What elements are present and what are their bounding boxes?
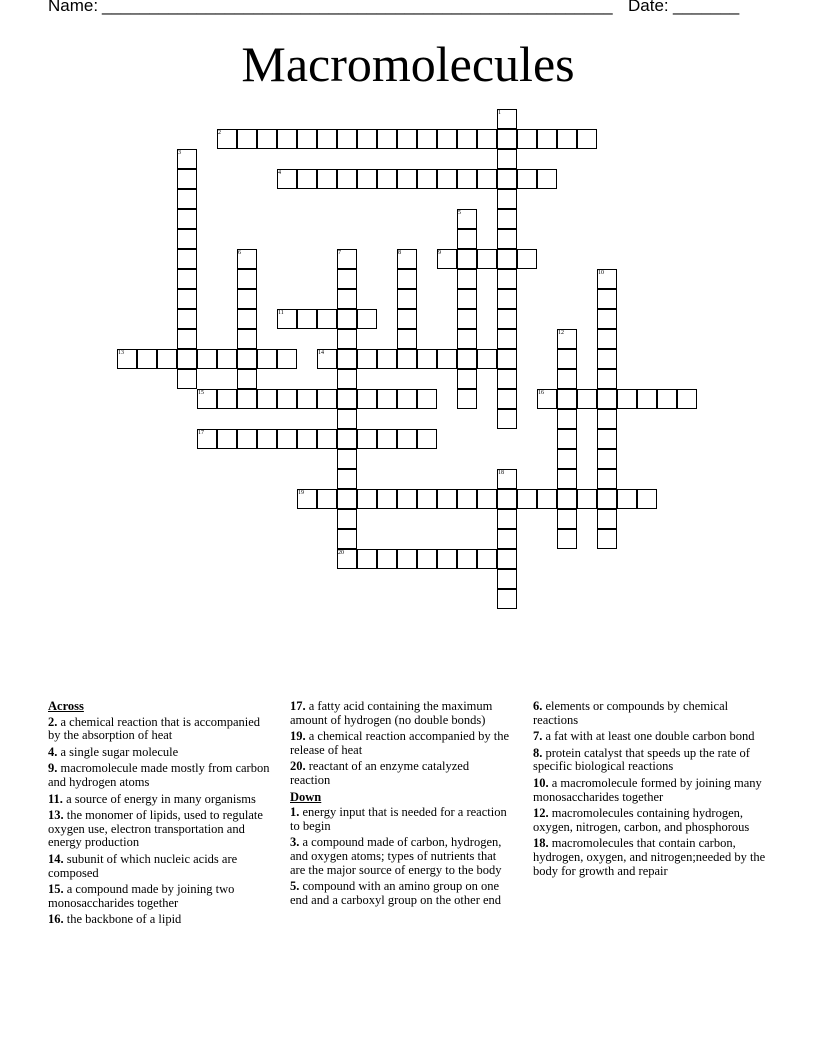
clue-number-label: 17. [290, 699, 306, 713]
crossword-cell[interactable] [277, 129, 297, 149]
crossword-cell[interactable] [217, 129, 237, 149]
crossword-cell[interactable] [337, 449, 357, 469]
date-field[interactable]: _______ [673, 0, 740, 15]
crossword-cell[interactable] [317, 349, 337, 369]
crossword-cell[interactable] [217, 429, 237, 449]
crossword-cell[interactable] [457, 249, 477, 269]
crossword-cell[interactable] [277, 389, 297, 409]
crossword-cell[interactable] [457, 549, 477, 569]
crossword-cell[interactable] [317, 309, 337, 329]
crossword-cell[interactable] [497, 289, 517, 309]
crossword-cell[interactable] [517, 249, 537, 269]
crossword-cell[interactable] [357, 349, 377, 369]
crossword-cell[interactable] [237, 289, 257, 309]
crossword-cell[interactable] [457, 209, 477, 229]
clue-text: macromolecules that contain carbon, hydrogen, oxygen, and nitrogen;needed by the body for growth and repair [533, 836, 766, 878]
clue-text: energy input that is needed for a reaction to begin [290, 805, 507, 833]
clue-column-1 [48, 700, 272, 930]
crossword-cell[interactable] [417, 429, 437, 449]
crossword-cell[interactable] [457, 269, 477, 289]
crossword-cell[interactable] [597, 289, 617, 309]
down-clue [290, 806, 512, 833]
crossword-cell[interactable] [337, 529, 357, 549]
clue-text: a source of energy in many organisms [62, 791, 256, 806]
crossword-cell[interactable] [597, 429, 617, 449]
across-clue [48, 883, 272, 910]
crossword-cell[interactable] [457, 309, 477, 329]
crossword-cell[interactable] [277, 309, 297, 329]
crossword-cell[interactable] [397, 269, 417, 289]
crossword-cell[interactable] [337, 249, 357, 269]
clue-number: 17 [198, 430, 204, 436]
crossword-cell[interactable] [577, 389, 597, 409]
crossword-cell[interactable] [357, 429, 377, 449]
date-label: Date: [628, 0, 669, 15]
crossword-cell[interactable] [437, 169, 457, 189]
clue-number-label: 3. [290, 835, 300, 850]
crossword-cell[interactable] [337, 129, 357, 149]
crossword-cell[interactable] [297, 129, 317, 149]
crossword-cell[interactable] [177, 189, 197, 209]
crossword-cell[interactable] [177, 309, 197, 329]
crossword-cell[interactable] [337, 489, 357, 509]
clue-number-label: 8. [533, 745, 543, 760]
crossword-cell[interactable] [457, 369, 477, 389]
crossword-cell[interactable] [277, 349, 297, 369]
down-clue [533, 807, 767, 834]
crossword-cell[interactable] [597, 409, 617, 429]
crossword-cell[interactable] [497, 229, 517, 249]
crossword-cell[interactable] [377, 129, 397, 149]
crossword-cell[interactable] [237, 429, 257, 449]
crossword-cell[interactable] [217, 389, 237, 409]
crossword-cell[interactable] [417, 549, 437, 569]
clue-text: a macromolecule formed by joining many monosaccharides together [533, 775, 762, 804]
crossword-cell[interactable] [457, 229, 477, 249]
crossword-cell[interactable] [557, 369, 577, 389]
down-clue [533, 700, 767, 727]
clue-number-label: 9. [48, 761, 58, 776]
down-clue [533, 747, 767, 774]
crossword-cell[interactable] [497, 529, 517, 549]
crossword-cell[interactable] [497, 509, 517, 529]
across-clue [48, 762, 272, 789]
crossword-cell[interactable] [597, 349, 617, 369]
crossword-cell[interactable] [577, 129, 597, 149]
crossword-cell[interactable] [597, 269, 617, 289]
clue-number: 11 [278, 310, 284, 316]
crossword-cell[interactable] [197, 429, 217, 449]
crossword-cell[interactable] [237, 389, 257, 409]
clue-number-label: 20. [290, 759, 306, 774]
crossword-cell[interactable] [377, 169, 397, 189]
clue-number: 9 [438, 250, 441, 256]
across-heading: Across [48, 699, 84, 713]
crossword-cell[interactable] [157, 349, 177, 369]
name-label: Name: [48, 0, 99, 15]
clue-number: 19 [298, 490, 304, 496]
crossword-cell[interactable] [397, 249, 417, 269]
crossword-cell[interactable] [617, 389, 637, 409]
crossword-cell[interactable] [437, 249, 457, 269]
down-clue [533, 837, 767, 878]
crossword-cell[interactable] [417, 489, 437, 509]
crossword-cell[interactable] [357, 309, 377, 329]
crossword-cell[interactable] [557, 509, 577, 529]
clue-text: a compound made of carbon, hydrogen, and oxygen atoms; types of nutrients that are the major source of energy to the body [290, 835, 502, 877]
down-clue [533, 777, 767, 804]
crossword-cell[interactable] [557, 529, 577, 549]
crossword-cell[interactable] [457, 489, 477, 509]
crossword-cell[interactable] [297, 389, 317, 409]
crossword-cell[interactable] [237, 369, 257, 389]
crossword-cell[interactable] [337, 309, 357, 329]
crossword-cell[interactable] [497, 349, 517, 369]
crossword-cell[interactable] [337, 329, 357, 349]
crossword-cell[interactable] [497, 489, 517, 509]
crossword-cell[interactable] [497, 149, 517, 169]
crossword-cell[interactable] [237, 329, 257, 349]
clue-number: 2 [218, 130, 221, 136]
crossword-cell[interactable] [617, 489, 637, 509]
crossword-cell[interactable] [417, 349, 437, 369]
crossword-cell[interactable] [217, 349, 237, 369]
crossword-cell[interactable] [497, 189, 517, 209]
clue-number: 15 [198, 390, 204, 396]
crossword-cell[interactable] [497, 249, 517, 269]
crossword-cell[interactable] [397, 429, 417, 449]
crossword-cell[interactable] [497, 389, 517, 409]
crossword-cell[interactable] [177, 329, 197, 349]
crossword-cell[interactable] [477, 349, 497, 369]
clue-number-label: 4. [48, 744, 58, 759]
crossword-cell[interactable] [657, 389, 677, 409]
clue-text: reactant of an enzyme catalyzed reaction [290, 759, 470, 787]
crossword-cell[interactable] [377, 389, 397, 409]
crossword-cell[interactable] [477, 489, 497, 509]
crossword-cell[interactable] [437, 349, 457, 369]
clue-text: subunit of which nucleic acids are composed [48, 851, 238, 880]
crossword-cell[interactable] [557, 329, 577, 349]
crossword-cell[interactable] [397, 329, 417, 349]
clue-text: protein catalyst that speeds up the rate of specific biological reactions [533, 745, 750, 774]
clue-number: 4 [278, 170, 281, 176]
crossword-cell[interactable] [337, 409, 357, 429]
crossword-cell[interactable] [537, 489, 557, 509]
crossword-cell[interactable] [177, 149, 197, 169]
clue-number: 16 [538, 390, 544, 396]
crossword-cell[interactable] [177, 269, 197, 289]
clue-number: 1 [498, 110, 501, 116]
crossword-cell[interactable] [277, 169, 297, 189]
crossword-cell[interactable] [117, 349, 137, 369]
clue-number: 13 [118, 350, 124, 356]
crossword-cell[interactable] [557, 349, 577, 369]
across-clue [48, 793, 272, 807]
crossword-cell[interactable] [517, 169, 537, 189]
crossword-cell[interactable] [317, 429, 337, 449]
clue-number: 18 [498, 470, 504, 476]
crossword-cell[interactable] [317, 489, 337, 509]
clue-column-2 [290, 700, 512, 910]
crossword-cell[interactable] [257, 389, 277, 409]
across-clue [290, 760, 512, 787]
crossword-cell[interactable] [197, 389, 217, 409]
crossword-cell[interactable] [417, 129, 437, 149]
clue-number: 7 [338, 250, 341, 256]
crossword-cell[interactable] [497, 109, 517, 129]
crossword-cell[interactable] [177, 289, 197, 309]
crossword-cell[interactable] [557, 389, 577, 409]
clue-number-label: 18. [533, 836, 549, 851]
crossword-cell[interactable] [357, 389, 377, 409]
crossword-cell[interactable] [337, 169, 357, 189]
crossword-cell[interactable] [397, 389, 417, 409]
clue-number: 20 [338, 550, 344, 556]
clue-number: 10 [598, 270, 604, 276]
crossword-cell[interactable] [597, 329, 617, 349]
crossword-cell[interactable] [237, 309, 257, 329]
crossword-cell[interactable] [497, 409, 517, 429]
crossword-cell[interactable] [397, 349, 417, 369]
clue-number: 12 [558, 330, 564, 336]
down-clue [290, 836, 512, 877]
crossword-cell[interactable] [637, 489, 657, 509]
clue-number-label: 16. [48, 912, 64, 927]
clue-number-label: 13. [48, 808, 64, 823]
crossword-cell[interactable] [497, 169, 517, 189]
crossword-cell[interactable] [337, 509, 357, 529]
clue-number-label: 15. [48, 882, 64, 897]
crossword-cell[interactable] [497, 369, 517, 389]
crossword-cell[interactable] [297, 429, 317, 449]
crossword-cell[interactable] [437, 129, 457, 149]
clue-number: 14 [318, 350, 324, 356]
crossword-cell[interactable] [397, 489, 417, 509]
clue-number-label: 11. [48, 791, 63, 806]
clue-text: a chemical reaction accompanied by the release of heat [290, 729, 509, 757]
crossword-cell[interactable] [437, 549, 457, 569]
crossword-cell[interactable] [597, 449, 617, 469]
crossword-cell[interactable] [377, 549, 397, 569]
crossword-cell[interactable] [537, 389, 557, 409]
clue-text: macromolecules containing hydrogen, oxygen, nitrogen, carbon, and phosphorous [533, 806, 750, 834]
across-clue [48, 913, 272, 927]
clue-number: 8 [398, 250, 401, 256]
clue-text: a chemical reaction that is accompanied by the absorption of heat [48, 714, 261, 743]
crossword-cell[interactable] [477, 169, 497, 189]
clue-number-label: 6. [533, 699, 543, 713]
crossword-cell[interactable] [237, 349, 257, 369]
clue-text: the monomer of lipids, used to regulate oxygen use, electron transportation and energy production [48, 808, 263, 850]
crossword-cell[interactable] [597, 509, 617, 529]
down-clue [533, 730, 767, 744]
crossword-cell[interactable] [497, 589, 517, 609]
crossword-cell[interactable] [457, 349, 477, 369]
clue-number-label: 14. [48, 851, 64, 866]
clue-number-label: 12. [533, 806, 549, 821]
crossword-cell[interactable] [177, 209, 197, 229]
crossword-cell[interactable] [357, 549, 377, 569]
crossword-cell[interactable] [297, 489, 317, 509]
crossword-cell[interactable] [397, 169, 417, 189]
crossword-cell[interactable] [457, 389, 477, 409]
clue-number-label: 19. [290, 729, 306, 744]
crossword-cell[interactable] [377, 349, 397, 369]
crossword-cell[interactable] [337, 369, 357, 389]
crossword-cell[interactable] [417, 169, 437, 189]
crossword-cell[interactable] [557, 489, 577, 509]
clue-text: the backbone of a lipid [63, 912, 182, 927]
crossword-cell[interactable] [457, 169, 477, 189]
crossword-cell[interactable] [497, 329, 517, 349]
crossword-cell[interactable] [337, 269, 357, 289]
across-clue [290, 700, 512, 727]
clue-column-3 [533, 700, 767, 881]
clue-text: elements or compounds by chemical reactions [533, 699, 729, 727]
crossword-cell[interactable] [297, 309, 317, 329]
crossword-cell[interactable] [477, 549, 497, 569]
crossword-cell[interactable] [357, 489, 377, 509]
crossword-cell[interactable] [177, 169, 197, 189]
crossword-cell[interactable] [537, 169, 557, 189]
crossword-cell[interactable] [597, 529, 617, 549]
clue-list [0, 700, 816, 1000]
crossword-cell[interactable] [457, 289, 477, 309]
crossword-cell[interactable] [457, 129, 477, 149]
crossword-cell[interactable] [337, 289, 357, 309]
clue-number: 3 [178, 150, 181, 156]
crossword-cell[interactable] [297, 169, 317, 189]
crossword-cell[interactable] [537, 129, 557, 149]
crossword-cell[interactable] [497, 209, 517, 229]
crossword-cell[interactable] [677, 389, 697, 409]
crossword-cell[interactable] [177, 249, 197, 269]
crossword-cell[interactable] [137, 349, 157, 369]
crossword-cell[interactable] [497, 269, 517, 289]
crossword-cell[interactable] [277, 429, 297, 449]
crossword-cell[interactable] [497, 309, 517, 329]
crossword-cell[interactable] [257, 429, 277, 449]
crossword-cell[interactable] [337, 469, 357, 489]
crossword-cell[interactable] [317, 129, 337, 149]
crossword-cell[interactable] [397, 129, 417, 149]
crossword-cell[interactable] [317, 169, 337, 189]
crossword-cell[interactable] [477, 129, 497, 149]
crossword-cell[interactable] [197, 349, 217, 369]
clue-number: 6 [238, 250, 241, 256]
across-clue [290, 730, 512, 757]
crossword-cell[interactable] [417, 389, 437, 409]
crossword-cell[interactable] [457, 329, 477, 349]
across-clue [48, 716, 272, 743]
crossword-cell[interactable] [477, 249, 497, 269]
clue-text: a single sugar molecule [57, 744, 179, 759]
clue-number-label: 7. [533, 729, 543, 744]
crossword-cell[interactable] [557, 129, 577, 149]
crossword-cell[interactable] [557, 409, 577, 429]
across-clue [48, 853, 272, 880]
crossword-cell[interactable] [397, 289, 417, 309]
crossword-cell[interactable] [497, 569, 517, 589]
crossword-cell[interactable] [597, 389, 617, 409]
crossword-cell[interactable] [237, 249, 257, 269]
crossword-cell[interactable] [397, 309, 417, 329]
crossword-cell[interactable] [337, 549, 357, 569]
clue-number-label: 10. [533, 775, 549, 790]
crossword-cell[interactable] [397, 549, 417, 569]
crossword-cell[interactable] [377, 429, 397, 449]
crossword-cell[interactable] [337, 389, 357, 409]
crossword-cell[interactable] [177, 369, 197, 389]
clue-number-label: 5. [290, 879, 300, 894]
crossword-cell[interactable] [597, 369, 617, 389]
crossword-cell[interactable] [637, 389, 657, 409]
page-title: Macromolecules [241, 36, 575, 92]
crossword-cell[interactable] [237, 129, 257, 149]
name-field[interactable]: ______________________________________________________ [102, 0, 613, 15]
crossword-cell[interactable] [517, 489, 537, 509]
clue-text: compound with an amino group on one end and a carboxyl group on the other end [290, 879, 502, 907]
crossword-cell[interactable] [597, 489, 617, 509]
crossword-cell[interactable] [497, 549, 517, 569]
crossword-cell[interactable] [577, 489, 597, 509]
crossword-cell[interactable] [317, 389, 337, 409]
clue-text: a fat with at least one double carbon bond [542, 729, 755, 744]
clue-text: a compound made by joining two monosaccharides together [48, 882, 235, 910]
clue-text: macromolecule made mostly from carbon and hydrogen atoms [48, 761, 270, 789]
crossword-cell[interactable] [497, 129, 517, 149]
crossword-cell[interactable] [357, 129, 377, 149]
crossword-cell[interactable] [557, 449, 577, 469]
crossword-cell[interactable] [497, 469, 517, 489]
across-clue [48, 746, 272, 760]
crossword-cell[interactable] [337, 349, 357, 369]
crossword-cell[interactable] [237, 269, 257, 289]
crossword-cell[interactable] [597, 469, 617, 489]
clue-number-label: 2. [48, 714, 58, 729]
crossword-cell[interactable] [557, 469, 577, 489]
clue-text: a fatty acid containing the maximum amount of hydrogen (no double bonds) [290, 699, 493, 727]
crossword-cell[interactable] [257, 129, 277, 149]
crossword-cell[interactable] [357, 169, 377, 189]
down-heading: Down [290, 789, 322, 804]
crossword-cell[interactable] [337, 429, 357, 449]
crossword-cell[interactable] [557, 429, 577, 449]
crossword-cell[interactable] [177, 229, 197, 249]
crossword-cell[interactable] [377, 489, 397, 509]
clue-number-label: 1. [290, 805, 300, 820]
crossword-cell[interactable] [597, 309, 617, 329]
crossword-cell[interactable] [177, 349, 197, 369]
across-clue [48, 809, 272, 850]
crossword-cell[interactable] [257, 349, 277, 369]
crossword-cell[interactable] [437, 489, 457, 509]
crossword-cell[interactable] [517, 129, 537, 149]
clue-number: 5 [458, 210, 461, 216]
down-clue [290, 880, 512, 907]
